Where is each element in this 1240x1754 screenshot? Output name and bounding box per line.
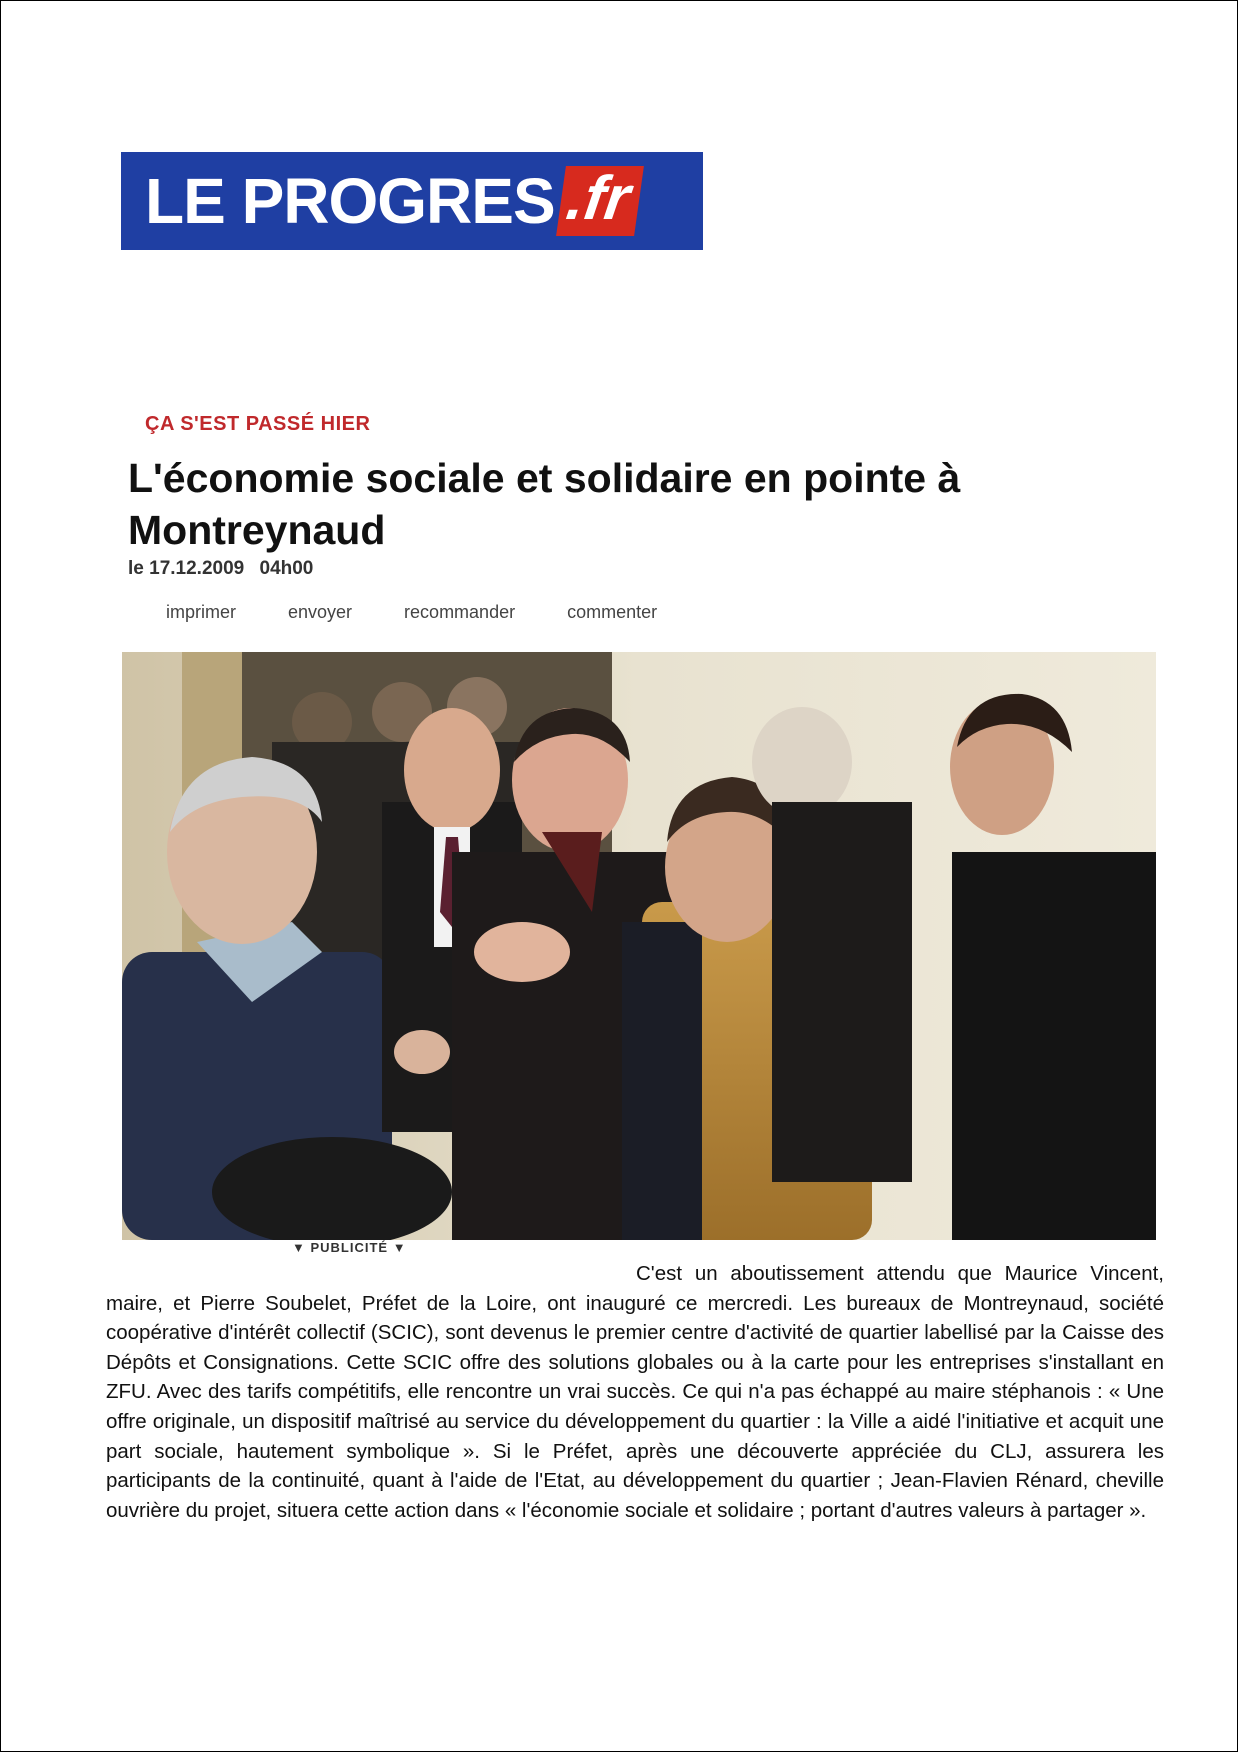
print-link[interactable]: imprimer: [166, 602, 236, 622]
article-actions: [166, 602, 709, 623]
publicite-label: ▼ PUBLICITÉ ▼: [292, 1240, 407, 1255]
article-dateline: [128, 558, 323, 580]
logo-main-text: LE PROGRES: [145, 165, 555, 237]
article-photo: [122, 652, 1156, 1240]
article-date: le 17.12.2009: [128, 558, 245, 579]
article-title: L'économie sociale et solidaire en pointe à Montreynaud: [128, 455, 961, 553]
publicite-text: PUBLICITÉ: [310, 1240, 389, 1255]
logo-fr-text: .fr: [556, 166, 644, 236]
recommend-link[interactable]: recommander: [404, 602, 516, 622]
comment-link[interactable]: commenter: [567, 602, 658, 622]
article-body: C'est un aboutissement attendu que Maurice Vincent, maire, et Pierre Soubelet, Préfet de la Loire, ont inauguré ce mercredi. Les bureaux de Montreynaud, société coopérative d'intérêt collectif (SCIC), sont devenus le premier centre d'activité de quartier labellisé par la Caisse des Dépôts et Consignations. Cette SCIC offre des solutions globales ou à la carte pour les entreprises s'installant en ZFU. Avec des tarifs compétitifs, elle rencontre un vrai succès. Ce qui n'a pas échappé au maire stéphanois : « Une offre originale, un dispositif maîtrisé au service du développement du quartier : la Ville a aidé l'initiative et acquit une part sociale, hautement symbolique ». Si le Préfet, après une découverte appréciée du CLJ, assurera les participants de la continuité, quant à l'aide de l'Etat, au développement du quartier ; Jean-Flavien Rénard, cheville ouvrière du projet, situera cette action dans « l'économie sociale et solidaire ; portant d'autres valeurs à partager ».: [106, 1262, 1164, 1522]
send-link[interactable]: envoyer: [288, 602, 353, 622]
le-progres-logo[interactable]: [121, 152, 703, 250]
section-kicker: ÇA S'EST PASSÉ HIER: [145, 413, 371, 435]
article-time: 04h00: [259, 558, 314, 579]
